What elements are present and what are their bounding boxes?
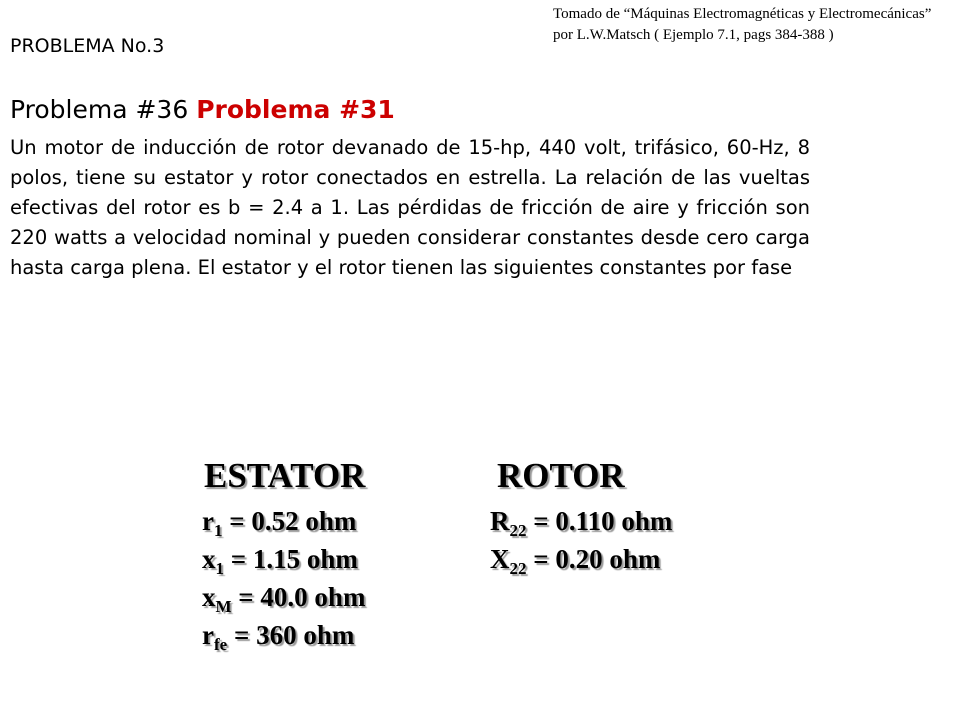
symbol: r [202, 506, 214, 536]
value: = 360 ohm [227, 620, 355, 650]
subscript: 1 [215, 559, 224, 578]
value: = 40.0 ohm [231, 582, 366, 612]
stator-heading: ESTATOR [204, 456, 366, 495]
stator-xm [202, 582, 366, 616]
symbol: r [202, 620, 214, 650]
subscript: 1 [213, 521, 223, 540]
subscript: M [215, 597, 232, 616]
value: = 0.110 ohm [526, 506, 673, 536]
heading-main: Problema #36 [10, 95, 189, 124]
rotor-r22 [490, 506, 673, 540]
subscript: 22 [509, 559, 527, 578]
symbol: x [202, 582, 216, 612]
symbol: x [202, 544, 216, 574]
symbol: X [490, 544, 510, 574]
problem-number: PROBLEMA No.3 [10, 35, 165, 57]
symbol: R [490, 506, 510, 536]
source-note: Tomado de “Máquinas Electromagnéticas y Electromecánicas” por L.W.Matsch ( Ejemplo 7.1, pags 384-388 ) [553, 6, 932, 43]
stator-r1 [202, 506, 357, 540]
rotor-heading: ROTOR [497, 456, 625, 495]
problem-heading [10, 93, 395, 127]
subscript: 22 [509, 521, 527, 540]
value: = 0.20 ohm [526, 544, 661, 574]
subscript: fe [213, 635, 228, 654]
stator-x1 [202, 544, 358, 578]
problem-statement: Un motor de inducción de rotor devanado de 15-hp, 440 volt, trifásico, 60-Hz, 8 polos, tiene su estator y rotor conectados en estrella. La relación de las vueltas efectivas del rotor es b = 2.4 a 1. Las pérdidas de fricción de aire y fricción son 220 watts a velocidad nominal y pueden considerar constantes desde cero carga hasta carga plena. El estator y el rotor tienen las siguientes constantes por fase [10, 136, 810, 279]
rotor-x22 [490, 544, 661, 578]
value: = 0.52 ohm [222, 506, 357, 536]
heading-alt: Problema #31 [196, 95, 395, 124]
value: = 1.15 ohm [224, 544, 358, 574]
stator-rfe [202, 620, 355, 654]
